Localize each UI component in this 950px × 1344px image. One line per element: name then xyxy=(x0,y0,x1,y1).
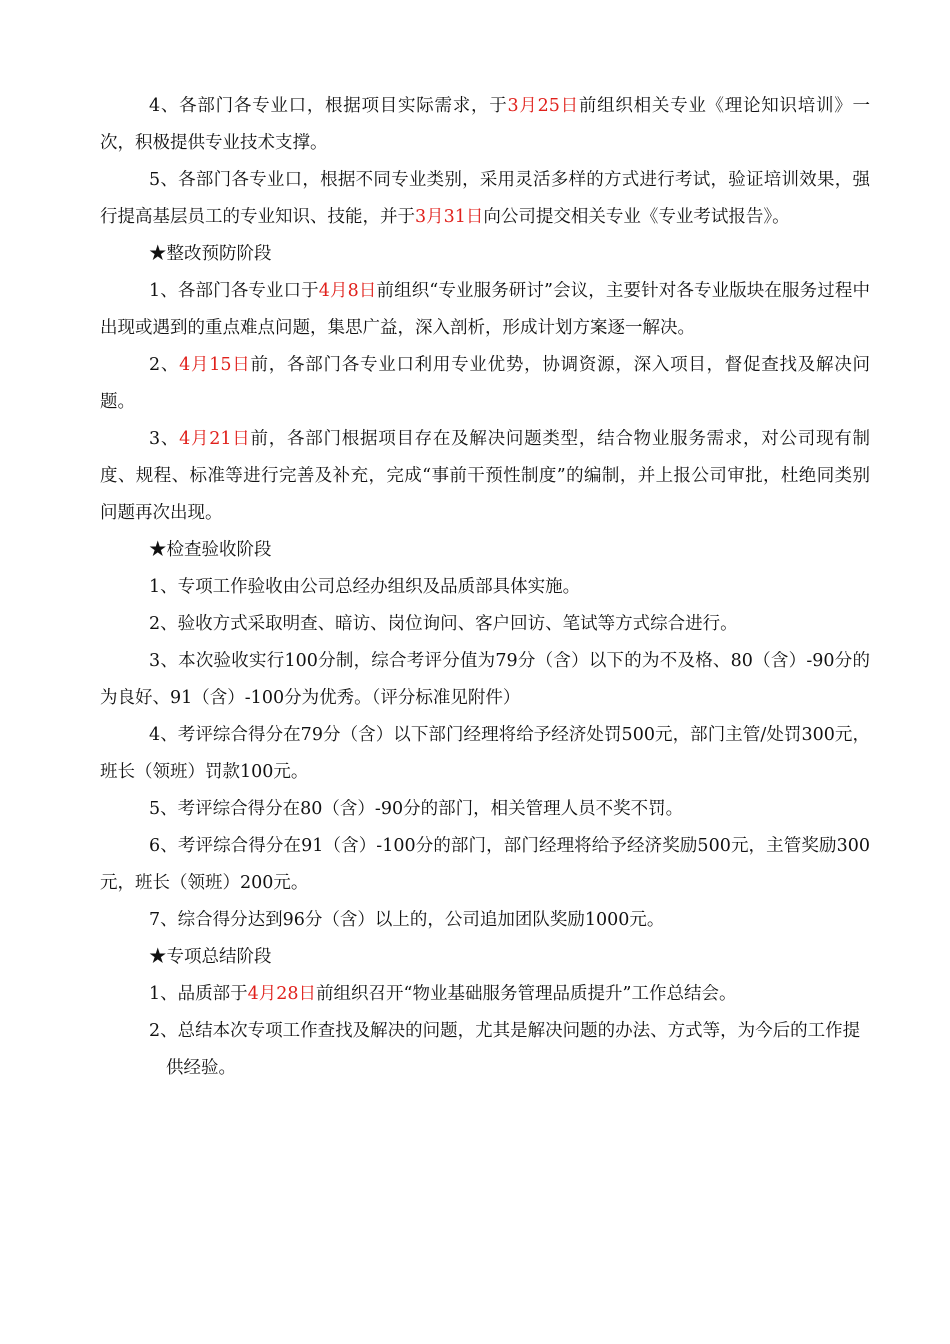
text-run: 前，各部门各专业口利用专业优势，协调资源，深入项目，督促查找及解决问题。 xyxy=(100,355,870,412)
text-run: 3、本次验收实行100分制，综合考评分值为79分（含）以下的为不及格、80（含）-90分的为良好、91（含）-100分为优秀。（评分标准见附件） xyxy=(100,651,870,708)
paragraph xyxy=(100,347,870,421)
text-run: 5、各部门各专业口，根据不同专业类别，采用灵活多样的方式进行考试，验证培训效果，强行提高基层员工的专业知识、技能，并于 xyxy=(100,170,870,227)
text-run: 2、总结本次专项工作查找及解决的问题，尤其是解决问题的办法、方式等，为今后的工作提供经验。 xyxy=(149,1021,861,1078)
text-run: 1、各部门各专业口于 xyxy=(149,281,319,301)
text-run: 前组织相关专业《理论知识培训》一次，积极提供专业技术支撑。 xyxy=(100,96,870,153)
text-run: 1、专项工作验收由公司总经办组织及品质部具体实施。 xyxy=(149,577,581,597)
text-run: 2、 xyxy=(149,355,180,375)
paragraph xyxy=(100,643,870,717)
deadline-date: 3月25日 xyxy=(507,96,579,116)
paragraph xyxy=(100,717,870,791)
text-run: 5、考评综合得分在80（含）-90分的部门，相关管理人员不奖不罚。 xyxy=(149,799,684,819)
paragraph xyxy=(100,1013,870,1087)
text-run: 7、综合得分达到96分（含）以上的，公司追加团队奖励1000元。 xyxy=(149,910,665,930)
deadline-date: 4月21日 xyxy=(179,429,251,449)
deadline-date: 4月15日 xyxy=(179,355,251,375)
paragraph xyxy=(100,902,870,939)
paragraph xyxy=(100,421,870,532)
text-run: 1、品质部于 xyxy=(149,984,248,1004)
text-run: 前，各部门根据项目存在及解决问题类型，结合物业服务需求，对公司现有制度、规程、标准等进行完善及补充，完成“事前干预性制度”的编制，并上报公司审批，杜绝同类别问题再次出现。 xyxy=(100,429,870,523)
paragraph xyxy=(100,828,870,902)
text-run: 2、验收方式采取明查、暗访、岗位询问、客户回访、笔试等方式综合进行。 xyxy=(149,614,738,634)
section-heading xyxy=(100,939,870,976)
section-heading xyxy=(100,532,870,569)
deadline-date: 4月28日 xyxy=(247,984,317,1004)
paragraph xyxy=(100,976,870,1013)
text-run: 向公司提交相关专业《专业考试报告》。 xyxy=(483,207,790,227)
text-run: 前组织“专业服务研讨”会议，主要针对各专业版块在服务过程中出现或遇到的重点难点问题，集思广益，深入剖析，形成计划方案逐一解决。 xyxy=(100,281,870,338)
text-run: ★整改预防阶段 xyxy=(149,244,272,264)
text-run: ★专项总结阶段 xyxy=(149,947,272,967)
paragraph xyxy=(100,273,870,347)
text-run: 前组织召开“物业基础服务管理品质提升”工作总结会。 xyxy=(316,984,737,1004)
paragraph xyxy=(100,606,870,643)
text-run: 3、 xyxy=(149,429,180,449)
paragraph xyxy=(100,569,870,606)
text-run: ★检查验收阶段 xyxy=(149,540,272,560)
text-run: 4、考评综合得分在79分（含）以下部门经理将给予经济处罚500元，部门主管/处罚300元，班长（领班）罚款100元。 xyxy=(100,725,870,782)
document-body xyxy=(100,88,870,1087)
paragraph xyxy=(100,162,870,236)
paragraph xyxy=(100,88,870,162)
text-run: 4、各部门各专业口，根据项目实际需求，于 xyxy=(149,96,508,116)
text-run: 6、考评综合得分在91（含）-100分的部门，部门经理将给予经济奖励500元，主管奖励300元，班长（领班）200元。 xyxy=(100,836,870,893)
section-heading xyxy=(100,236,870,273)
paragraph xyxy=(100,791,870,828)
deadline-date: 4月8日 xyxy=(318,281,377,301)
deadline-date: 3月31日 xyxy=(415,207,484,227)
